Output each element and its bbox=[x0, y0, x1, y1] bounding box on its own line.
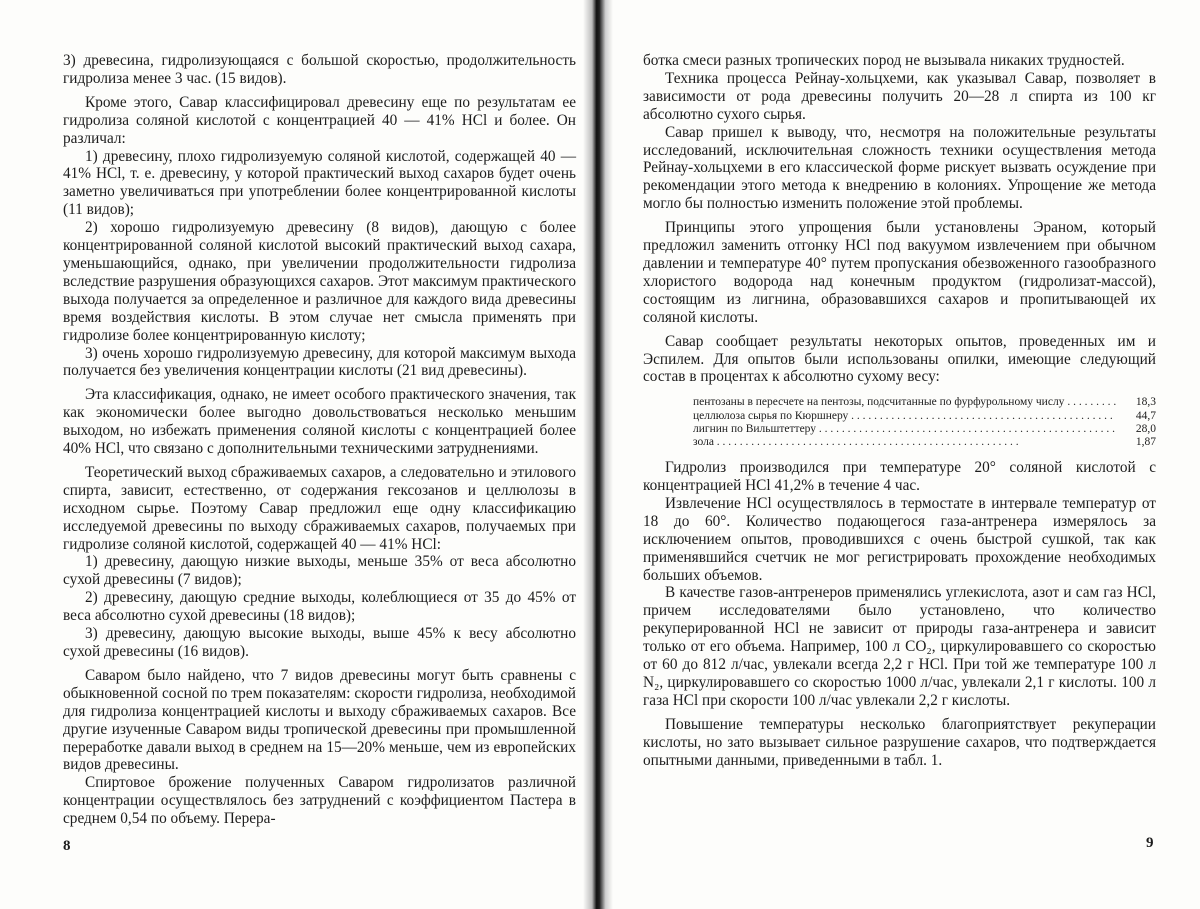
paragraph: Кроме этого, Савар классифицировал древесину еще по результатам ее гидролиза соляной кислотой с концентрацией 40 — 41% HCl и более. Он различал: bbox=[63, 93, 576, 147]
paragraph: 3) древесина, гидролизующаяся с большой скоростью, продолжительность гидролиза менее 3 час. (15 видов). bbox=[63, 52, 576, 87]
composition-value: 28,0 bbox=[1135, 422, 1156, 435]
composition-value: 44,7 bbox=[1135, 409, 1156, 422]
paragraph: Принципы этого упрощения были установлены Эраном, который предложил заменить отгонку HCl под вакуумом извлечением при обычном давлении и температуре 40° путем пропускания обезвоженного газообразного хлористого водорода над конечным продуктом (гидролизат-массой), состоящим из лигнина, образовавшихся сахаров и пропитывающей их соляной кислоты. bbox=[643, 219, 1156, 326]
left-page bbox=[63, 52, 576, 828]
paragraph: 2) хорошо гидролизуемую древесину (8 видов), дающую с более концентрированной соляной кислотой высокий практический выход сахара, уменьшающийся, однако, при увеличении продолжительности гидролиза вследствие разрушения образующихся сахаров. Этот максимум практического выхода получается за определенное и различное для каждого вида древесины время воздействия кислоты. В этом случае нет смысла применять при гидролизе более концентрированную кислоту; bbox=[63, 219, 576, 344]
paragraph: В качестве газов-антренеров применялись углекислота, азот и сам газ HCl, причем исследователями было установлено, что количество рекуперированной HCl не зависит от природы газа-антренера и зависит только от его объема. Например, 100 л CO₂, циркулировавшего со скоростью от 60 до 812 л/час, увлекали всегда 2,2 г HCl. При той же температуре 100 л N₂, циркулировавшего со скоростью 1000 л/час, увлекали 2,1 г кислоты. 100 л газа HCl при скорости 100 л/час увлекали 2,2 г кислоты. bbox=[643, 584, 1156, 709]
composition-value: 1,87 bbox=[1135, 435, 1156, 448]
paragraph: Саваром было найдено, что 7 видов древесины могут быть сравнены с обыкновенной сосной по трем показателям: скорости гидролиза, необходимой для гидролиза концентрацией кислоты и выходу сбраживаемых сахаров. Все другие изученные Саваром виды тропической древесины при промышленной переработке давали выход в среднем на 15—20% меньше, чем из европейских видов древесины. bbox=[63, 666, 576, 774]
composition-row bbox=[693, 423, 1156, 436]
paragraph: Гидролиз производился при температуре 20° соляной кислотой с концентрацией HCl 41,2% в течение 4 час. bbox=[643, 459, 1156, 495]
paragraph: 1) древесину, дающую низкие выходы, меньше 35% от веса абсолютно сухой древесины (7 видов); bbox=[63, 553, 576, 589]
composition-name: лигнин по Вильштеттеру . . . bbox=[693, 423, 1116, 436]
paragraph: Савар пришел к выводу, что, несмотря на положительные результаты исследований, исключительная сложность техники осуществления метода Рейнау-хольцхеми в его классической форме рискует вызвать осуждение при рекомендации этого метода к внедрению в колониях. Упрощение же метода могло бы полностью изменить положение этой проблемы. bbox=[643, 123, 1156, 213]
composition-list bbox=[693, 396, 1156, 449]
composition-row bbox=[693, 396, 1156, 409]
paragraph: 3) древесину, дающую высокие выходы, выше 45% к весу абсолютно сухой древесины (16 видов). bbox=[63, 625, 576, 660]
composition-name: зола . . . bbox=[693, 436, 1116, 449]
composition-name: пентозаны в пересчете на пентозы, подсчитанные по фурфурольному числу . . . bbox=[693, 396, 1116, 409]
paragraph: Теоретический выход сбраживаемых сахаров, а следовательно и этилового спирта, зависит, естественно, от содержания гексозанов и целлюлозы в исходном сырье. Поэтому Савар предложил еще одну классификацию исследуемой древесины по выходу сбраживаемых сахаров, получаемых при гидролизе соляной кислотой, содержащей 40 — 41% HCl: bbox=[63, 463, 576, 553]
paragraph: Техника процесса Рейнау-хольцхеми, как указывал Савар, позволяет в зависимости от рода древесины получить 20—28 л спирта из 100 кг абсолютно сухого сырья. bbox=[643, 69, 1156, 123]
page-number-right: 9 bbox=[1146, 835, 1154, 851]
book-gutter bbox=[583, 0, 613, 909]
composition-value: 18,3 bbox=[1135, 396, 1156, 409]
composition-row bbox=[693, 436, 1156, 449]
page-number-left: 8 bbox=[63, 838, 71, 854]
right-page-top-text bbox=[643, 52, 1156, 386]
right-page-bottom-text bbox=[643, 459, 1156, 769]
paragraph: Савар сообщает результаты некоторых опытов, проведенных им и Эспилем. Для опытов были использованы опилки, имеющие следующий состав в процентах к абсолютно сухому весу: bbox=[643, 332, 1156, 386]
paragraph: 3) очень хорошо гидролизуемую древесину, для которой максимум выхода получается без увеличения концентрации кислоты (21 вид древесины). bbox=[63, 344, 576, 380]
composition-row bbox=[693, 410, 1156, 423]
paragraph: 2) древесину, дающую средние выходы, колеблющиеся от 35 до 45% от веса абсолютно сухой древесины (18 видов); bbox=[63, 589, 576, 625]
paragraph: Эта классификация, однако, не имеет особого практического значения, так как экономически более выгодно довольствоваться несколько меньшим выходом, но избежать применения соляной кислоты с концентрацией более 40% HCl, что связано с дополнительными техническими затруднениями. bbox=[63, 386, 576, 458]
paragraph: Извлечение HCl осуществлялось в термостате в интервале температур от 18 до 60°. Количество подающегося газа-антренера измерялось за исключением опытов, проводившихся с очень быстрой сушкой, так как применявшийся счетчик не мог регистрировать прохождение необходимых больших объемов. bbox=[643, 494, 1156, 584]
paragraph: Повышение температуры несколько благоприятствует рекуперации кислоты, но зато вызывает сильное разрушение сахаров, что подтверждается опытными данными, приведенными в табл. 1. bbox=[643, 715, 1156, 769]
composition-name: целлюлоза сырья по Кюршнеру . . . bbox=[693, 410, 1116, 423]
paragraph: 1) древесину, плохо гидролизуемую соляной кислотой, содержащей 40 — 41% HCl, т. е. древесину, у которой практический выход сахаров будет очень заметно увеличиваться при употреблении более концентрированной кислоты (11 видов); bbox=[63, 147, 576, 219]
paragraph: ботка смеси разных тропических пород не вызывала никаких трудностей. bbox=[643, 52, 1125, 69]
right-page bbox=[643, 52, 1156, 770]
paragraph: Спиртовое брожение полученных Саваром гидролизатов различной концентрации осуществлялось без затруднений с коэффициентом Пастера в среднем 0,54 по объему. Перера- bbox=[63, 774, 576, 828]
